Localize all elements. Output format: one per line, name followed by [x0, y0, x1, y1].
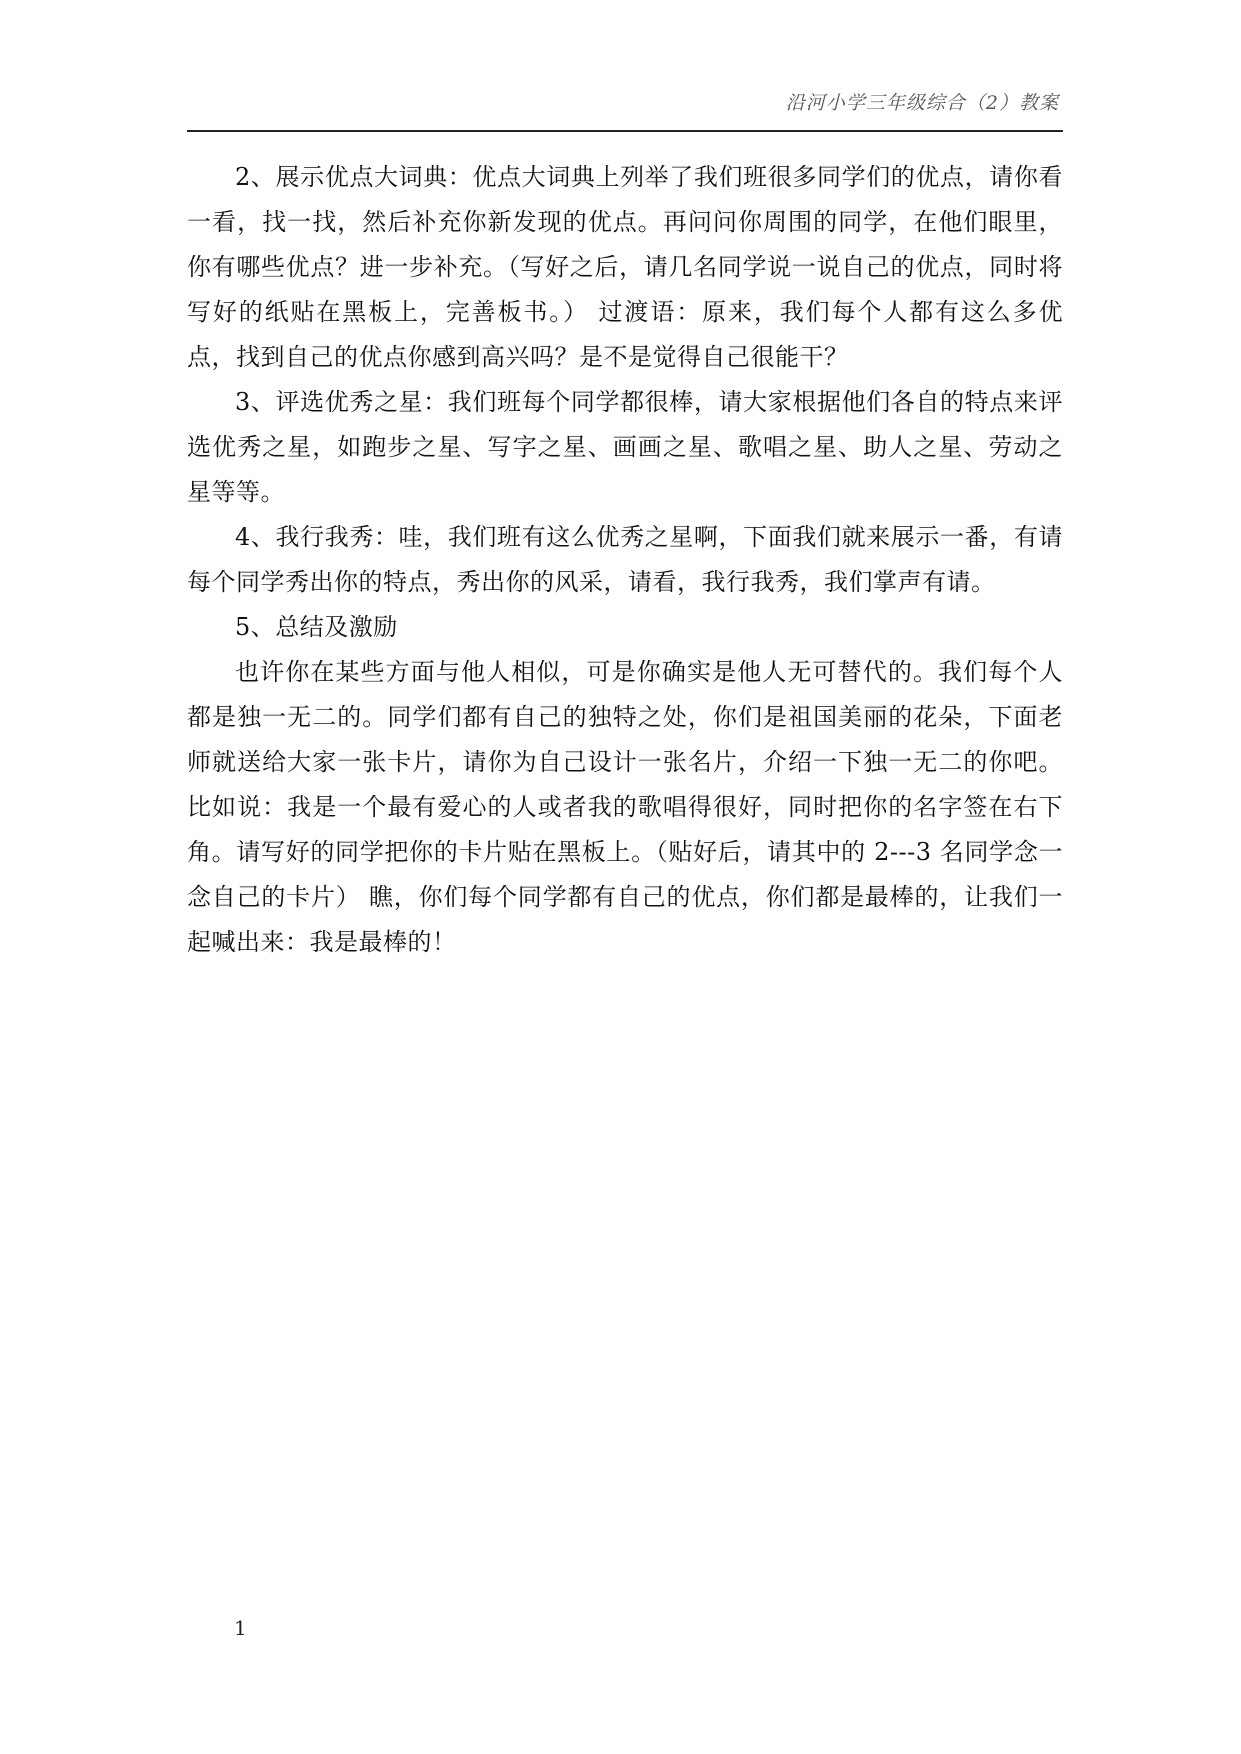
page-number: 1: [234, 1616, 247, 1640]
page-header: [187, 86, 1063, 132]
document-body: [187, 155, 1063, 965]
paragraph-summary-heading: 5、总结及激励: [235, 613, 398, 641]
paragraph-showcase-dictionary: 2、展示优点大词典：优点大词典上列举了我们班很多同学们的优点，请你看一看，找一找，然后补充你新发现的优点。再问问你周围的同学，在他们眼里，你有哪些优点？进一步补充。（写好之后，请几名同学说一说自己的优点，同时将写好的纸贴在黑板上，完善板书。） 过渡语：原来，我们每个人都有这么多优点，找到自己的优点你感到高兴吗？是不是觉得自己很能干？: [187, 163, 1063, 371]
header-title: 沿河小学三年级综合（2）教案: [785, 92, 1059, 114]
paragraph-summary-body: 也许你在某些方面与他人相似，可是你确实是他人无可替代的。我们每个人都是独一无二的。同学们都有自己的独特之处，你们是祖国美丽的花朵，下面老师就送给大家一张卡片，请你为自己设计一张名片，介绍一下独一无二的你吧。比如说：我是一个最有爱心的人或者我的歌唱得很好，同时把你的名字签在右下角。请写好的同学把你的卡片贴在黑板上。（贴好后，请其中的 2---3 名同学念一念自己的卡片） 瞧，你们每个同学都有自己的优点，你们都是最棒的，让我们一起喊出来：我是最棒的！: [187, 658, 1063, 956]
paragraph-select-stars: 3、评选优秀之星：我们班每个同学都很棒，请大家根据他们各自的特点来评选优秀之星，如跑步之星、写字之星、画画之星、歌唱之星、助人之星、劳动之星等等。: [187, 388, 1063, 506]
paragraph-show-yourself: 4、我行我秀：哇，我们班有这么优秀之星啊，下面我们就来展示一番，有请每个同学秀出你的特点，秀出你的风采，请看，我行我秀，我们掌声有请。: [187, 523, 1063, 596]
